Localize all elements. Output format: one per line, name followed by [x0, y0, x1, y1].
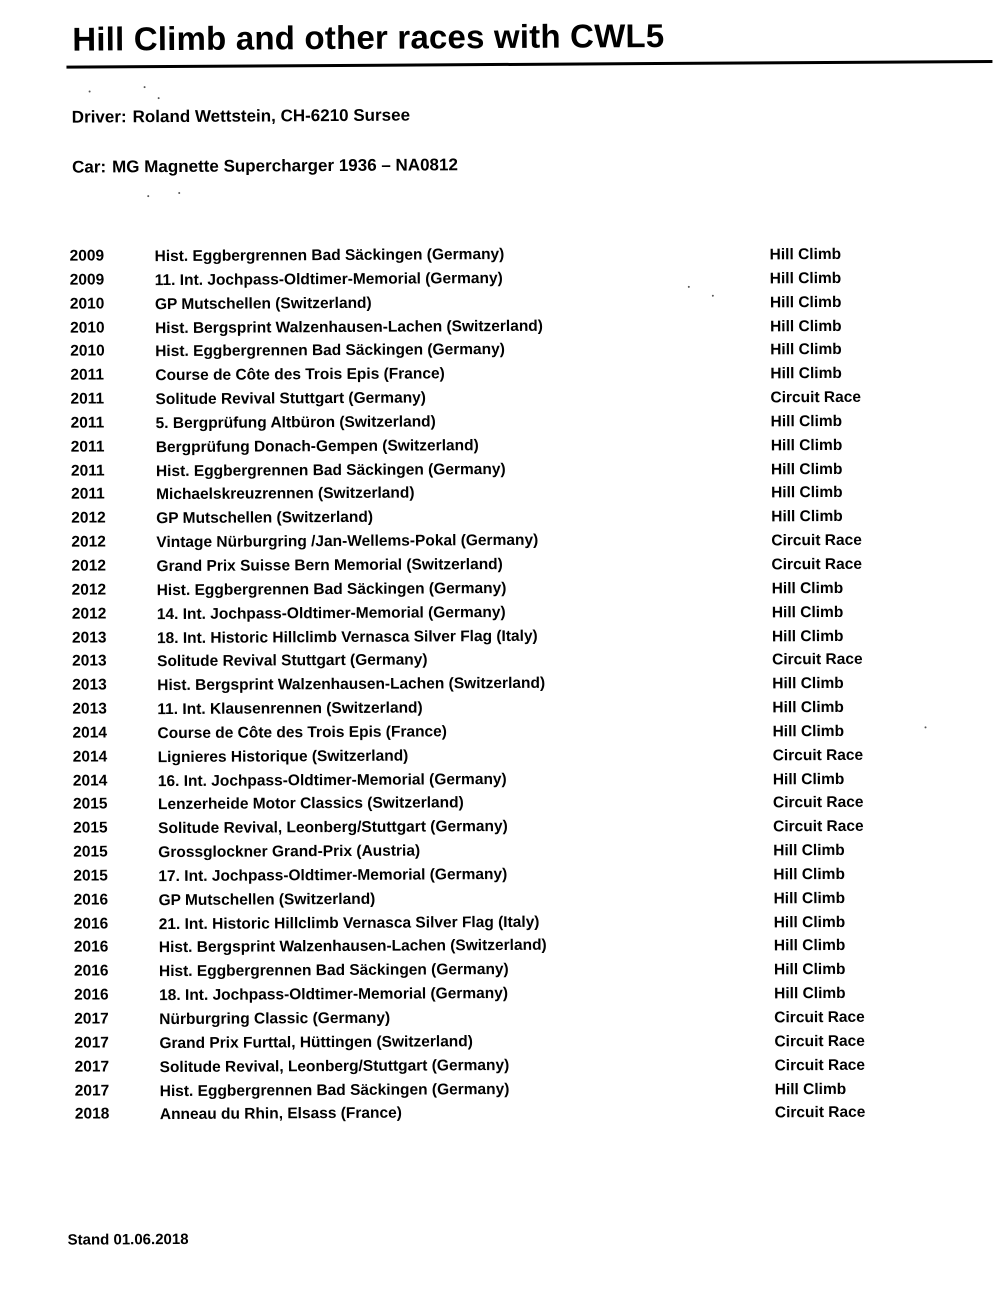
race-row [3, 1098, 1000, 1128]
race-type: Hill Climb [772, 722, 845, 741]
stand-date: Stand 01.06.2018 [67, 1230, 189, 1249]
race-event: 11. Int. Klausenrennen (Switzerland) [157, 699, 423, 719]
race-year: 2016 [73, 891, 109, 909]
race-event: 11. Int. Jochpass-Oldtimer-Memorial (Germany) [154, 269, 503, 289]
race-type: Hill Climb [772, 698, 844, 717]
race-type: Hill Climb [770, 412, 843, 431]
race-year: 2015 [73, 843, 108, 861]
scan-speck [178, 192, 180, 194]
race-year: 2013 [72, 652, 107, 670]
race-type: Hill Climb [773, 937, 846, 955]
race-year: 2016 [73, 915, 109, 933]
race-year: 2016 [73, 938, 109, 957]
race-type: Circuit Race [772, 746, 864, 765]
race-year: 2012 [71, 533, 106, 551]
race-event: Solitude Revival Stuttgart (Germany) [157, 651, 428, 671]
race-event: Hist. Eggbergrennen Bad Säckingen (Germany) [155, 341, 505, 361]
race-event: Hist. Bergsprint Walzenhausen-Lachen (Switzerland) [157, 674, 546, 695]
race-year: 2011 [70, 462, 105, 480]
race-year: 2015 [73, 867, 108, 885]
race-year: 2009 [69, 247, 105, 265]
race-type: Hill Climb [770, 341, 842, 359]
race-year: 2015 [72, 795, 108, 814]
race-type: Circuit Race [772, 794, 864, 812]
race-type: Hill Climb [771, 579, 844, 598]
race-year: 2016 [74, 986, 109, 1004]
title-underline [66, 60, 992, 69]
race-type: Circuit Race [774, 1032, 865, 1051]
race-year: 2016 [73, 962, 109, 980]
race-type: Circuit Race [771, 555, 863, 574]
page-title: Hill Climb and other races with CWL5 [72, 16, 665, 58]
race-type: Hill Climb [773, 841, 845, 860]
race-type: Circuit Race [774, 1056, 866, 1075]
race-type: Hill Climb [771, 603, 844, 621]
race-year: 2018 [74, 1105, 110, 1123]
race-year: 2010 [70, 318, 105, 337]
race-event: GP Mutschellen (Switzerland) [154, 294, 372, 313]
race-event: GP Mutschellen (Switzerland) [156, 509, 374, 528]
race-year: 2017 [74, 1010, 109, 1028]
race-event: 14. Int. Jochpass-Oldtimer-Memorial (Germany) [156, 603, 506, 623]
race-type: Circuit Race [771, 531, 862, 550]
car-line [72, 155, 458, 177]
driver-line [72, 106, 410, 128]
race-event: 18. Int. Jochpass-Oldtimer-Memorial (Germany) [159, 985, 509, 1005]
race-year: 2013 [72, 676, 107, 694]
race-event: Lenzerheide Motor Classics (Switzerland) [157, 794, 464, 814]
race-type: Hill Climb [774, 985, 846, 1003]
race-event: 5. Bergprüfung Altbüron (Switzerland) [155, 413, 436, 433]
race-event: Hist. Bergsprint Walzenhausen-Lachen (Switzerland) [158, 937, 547, 957]
race-year: 2012 [71, 557, 107, 575]
race-type: Hill Climb [770, 460, 843, 478]
race-list [0, 240, 1000, 1128]
race-year: 2017 [74, 1034, 109, 1052]
race-year: 2011 [70, 390, 105, 408]
race-event: Vintage Nürburgring /Jan-Wellems-Pokal (Germany) [156, 531, 539, 552]
race-type: Hill Climb [772, 675, 844, 693]
race-type: Hill Climb [771, 627, 844, 645]
race-type: Hill Climb [774, 1080, 847, 1098]
race-type: Hill Climb [773, 913, 846, 931]
race-event: Hist. Eggbergrennen Bad Säckingen (Germany) [159, 1080, 510, 1100]
race-event: Solitude Revival Stuttgart (Germany) [155, 389, 426, 409]
race-event: Michaelskreuzrennen (Switzerland) [156, 484, 415, 504]
race-event: Hist. Eggbergrennen Bad Säckingen (Germany) [155, 460, 506, 480]
race-event: Anneau du Rhin, Elsass (France) [159, 1104, 402, 1124]
car-label: Car: [72, 157, 107, 177]
race-type: Circuit Race [773, 818, 864, 836]
race-event: 18. Int. Historic Hillclimb Vernasca Silver Flag (Italy) [156, 627, 538, 647]
race-year: 2013 [72, 700, 107, 718]
race-event: GP Mutschellen (Switzerland) [158, 890, 376, 909]
race-year: 2017 [74, 1081, 110, 1100]
race-year: 2015 [73, 819, 108, 837]
race-event: 21. Int. Historic Hillclimb Vernasca Silver Flag (Italy) [158, 913, 540, 933]
race-event: Lignieres Historique (Switzerland) [157, 747, 409, 766]
race-year: 2012 [71, 581, 107, 599]
race-year: 2012 [71, 605, 107, 623]
race-year: 2014 [72, 748, 108, 766]
race-year: 2014 [72, 771, 108, 790]
race-type: Hill Climb [773, 889, 846, 908]
race-event: Grossglockner Grand-Prix (Austria) [158, 842, 421, 862]
race-type: Hill Climb [769, 245, 842, 264]
race-year: 2017 [74, 1058, 110, 1076]
race-type: Circuit Race [774, 1104, 866, 1122]
race-type: Circuit Race [770, 388, 861, 407]
race-year: 2009 [69, 271, 105, 289]
driver-label: Driver: [71, 107, 127, 127]
race-event: Hist. Eggbergrennen Bad Säckingen (Germany) [154, 245, 505, 266]
race-type: Hill Climb [771, 508, 843, 526]
race-year: 2011 [70, 414, 105, 432]
race-event: Grand Prix Furttal, Hüttingen (Switzerland) [159, 1033, 473, 1052]
race-event: Hist. Eggbergrennen Bad Säckingen (Germany) [158, 961, 509, 981]
race-event: Bergprüfung Donach-Gempen (Switzerland) [155, 436, 479, 456]
race-year: 2010 [70, 342, 105, 360]
race-event: Solitude Revival, Leonberg/Stuttgart (Germany) [159, 1056, 510, 1076]
scan-speck [158, 97, 160, 99]
race-year: 2011 [70, 438, 105, 456]
race-event: 16. Int. Jochpass-Oldtimer-Memorial (Germany) [157, 770, 507, 790]
race-year: 2014 [72, 724, 108, 742]
race-event: Hist. Eggbergrennen Bad Säckingen (Germany) [156, 579, 507, 599]
race-year: 2013 [71, 628, 107, 647]
scan-speck [147, 195, 149, 197]
scan-speck [89, 90, 91, 92]
race-year: 2012 [71, 509, 106, 527]
race-year: 2011 [70, 366, 105, 384]
race-type: Hill Climb [773, 961, 846, 979]
race-event: Grand Prix Suisse Bern Memorial (Switzerland) [156, 555, 503, 576]
race-type: Hill Climb [770, 365, 842, 383]
race-event: Hist. Bergsprint Walzenhausen-Lachen (Switzerland) [155, 317, 543, 337]
race-type: Hill Climb [769, 293, 842, 312]
car-value: MG Magnette Supercharger 1936 – NA0812 [112, 155, 458, 177]
race-type: Hill Climb [771, 484, 843, 502]
race-type: Circuit Race [774, 1008, 865, 1027]
race-type: Hill Climb [773, 865, 845, 884]
race-type: Hill Climb [772, 770, 845, 788]
driver-value: Roland Wettstein, CH-6210 Sursee [132, 105, 411, 127]
scan-speck [144, 86, 146, 88]
race-event: 17. Int. Jochpass-Oldtimer-Memorial (Germany) [158, 865, 508, 886]
race-type: Hill Climb [770, 436, 843, 455]
race-type: Circuit Race [772, 651, 863, 669]
race-event: Nürburgring Classic (Germany) [159, 1009, 391, 1029]
race-event: Course de Côte des Trois Epis (France) [157, 723, 448, 742]
race-year: 2010 [69, 295, 105, 313]
race-type: Hill Climb [770, 317, 842, 335]
race-year: 2011 [71, 485, 105, 504]
race-event: Course de Côte des Trois Epis (France) [155, 365, 445, 385]
race-event: Solitude Revival, Leonberg/Stuttgart (Germany) [158, 818, 508, 838]
race-type: Hill Climb [769, 269, 842, 288]
